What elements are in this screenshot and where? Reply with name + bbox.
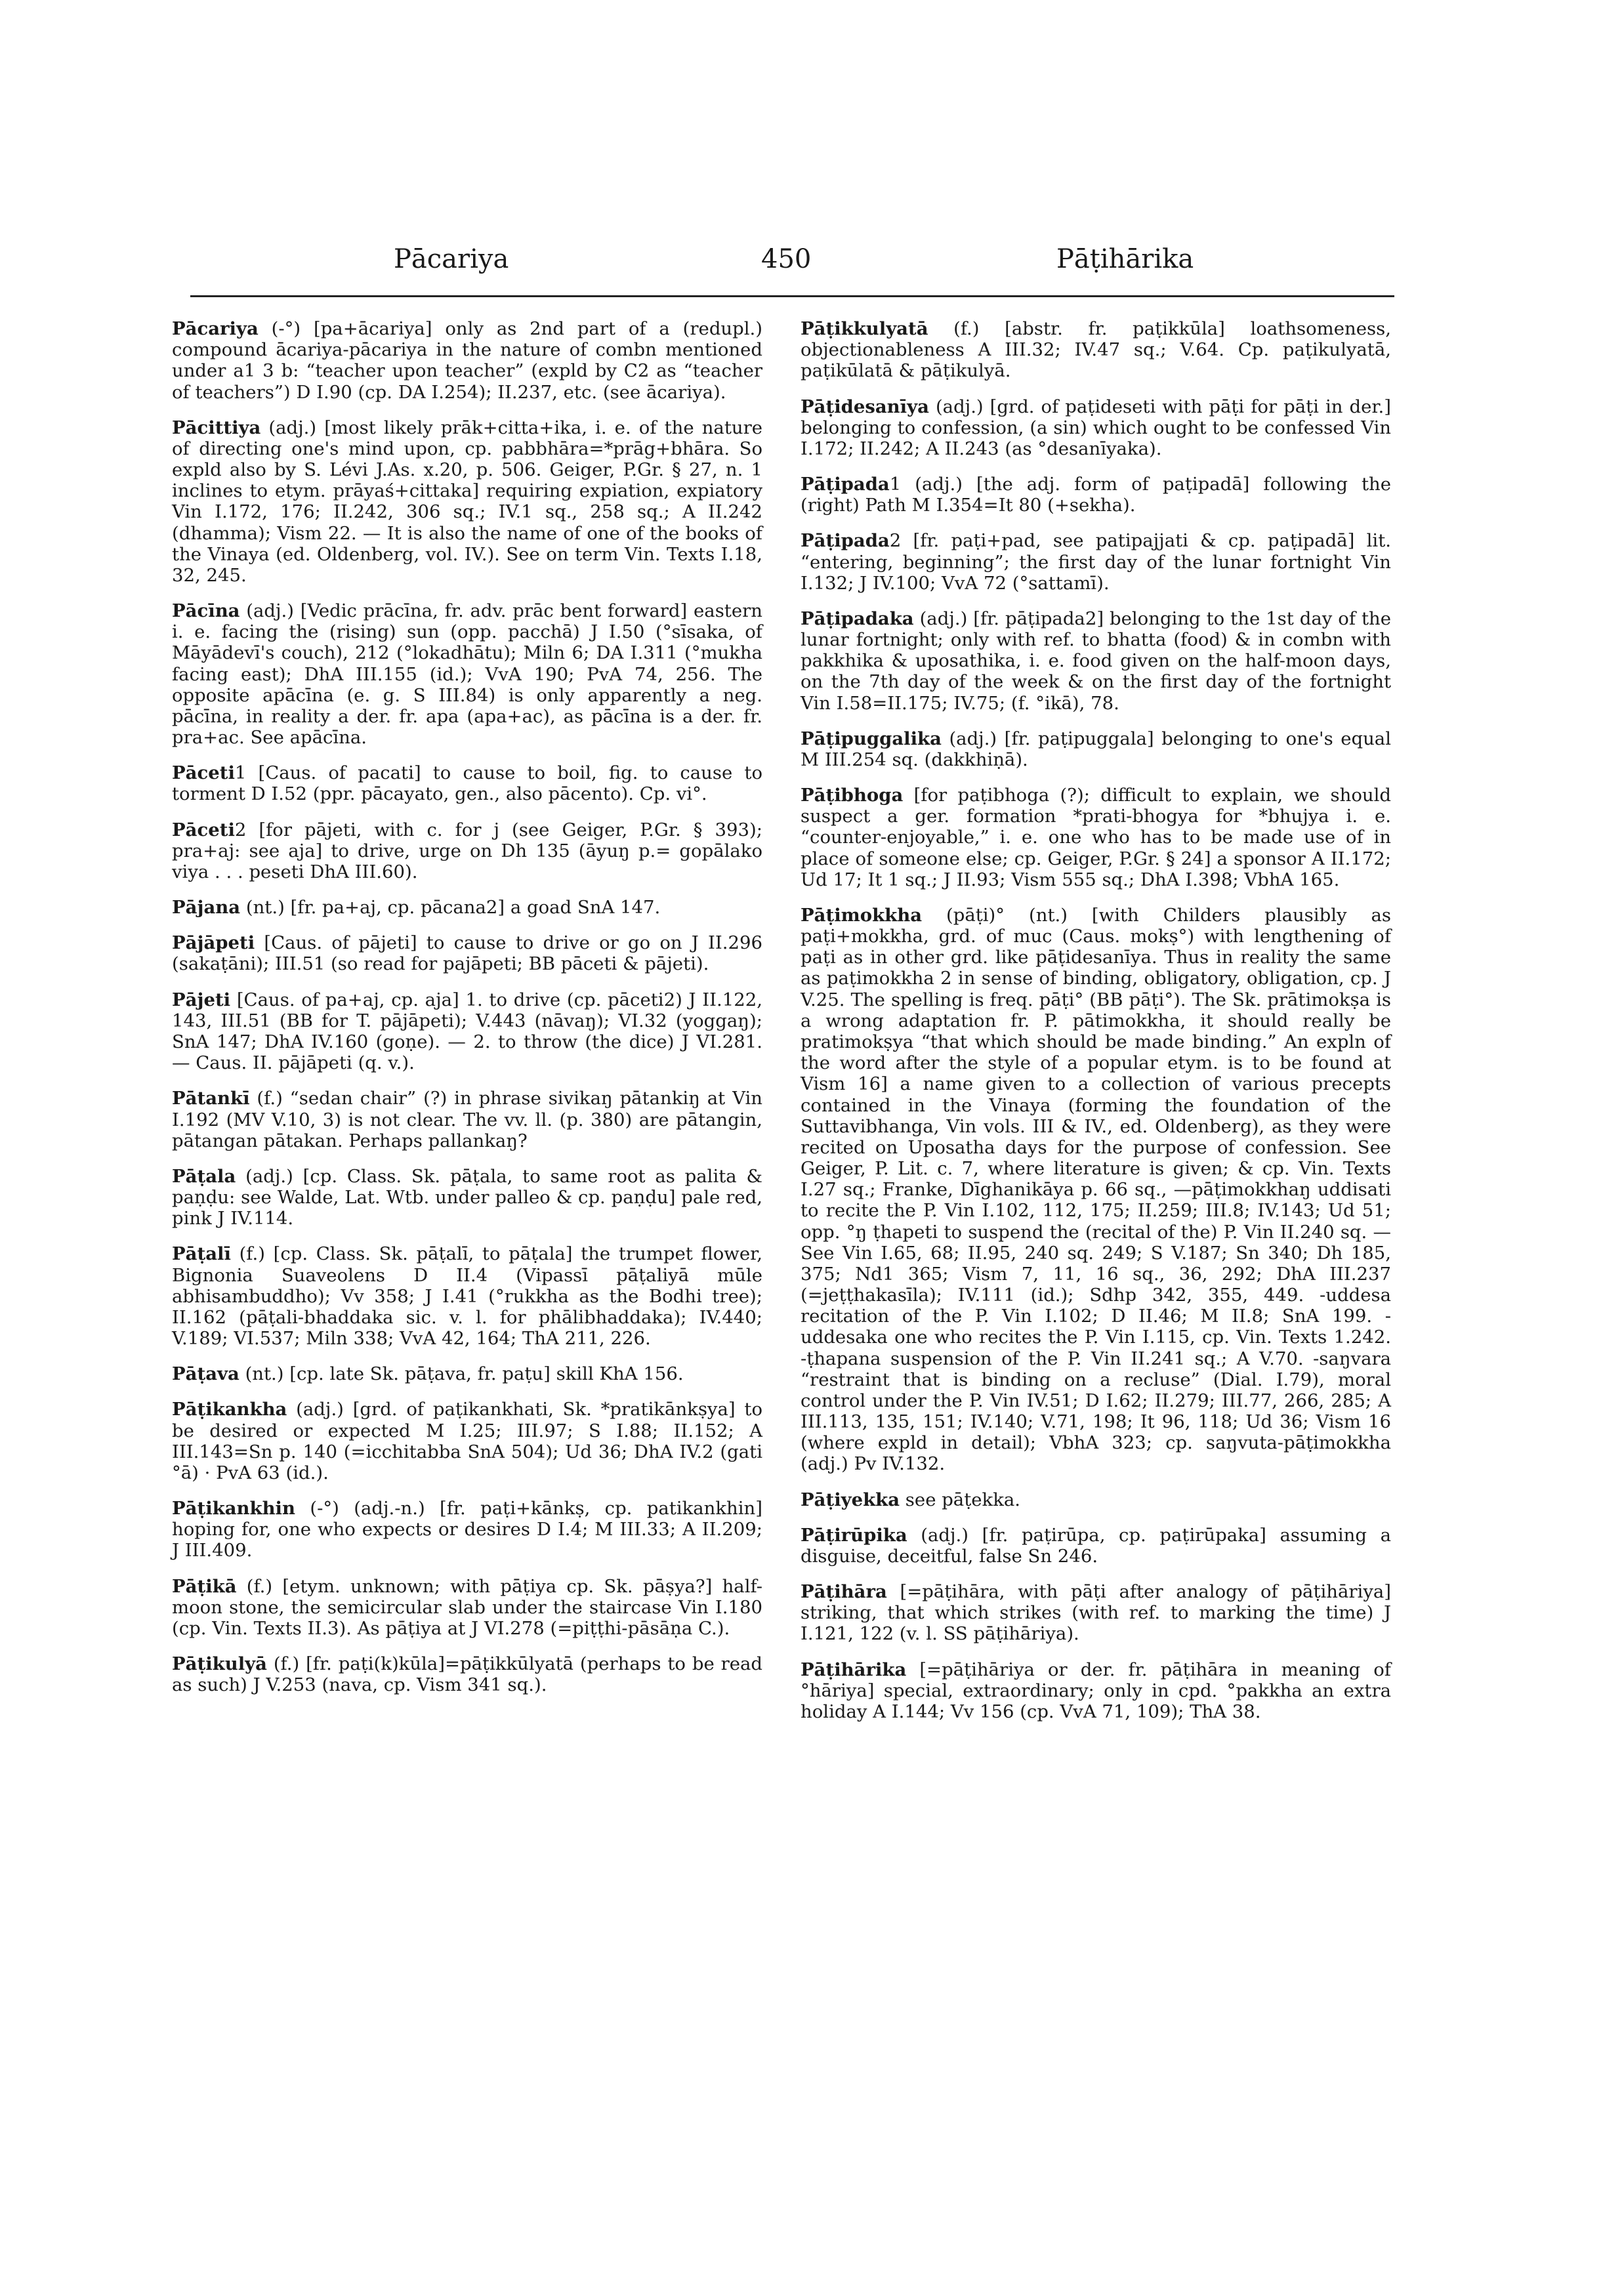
dictionary-entry [801,785,1391,890]
entry-headword: Pācariya [172,318,259,339]
entry-definition: (f.) [cp. Class. Sk. pāṭalī, to pāṭala] the trumpet flower, Bignonia Suaveolens D II.4 (Vipassī pāṭaliyā mūle abhisambuddho); Vv 358; J I.41 (°rukkha as the Bodhi tree); II.162 (pāṭali-bhaddaka sic. v. l. for phālibhaddaka); IV.440; V.189; VI.537; Miln 338; VvA 42, 164; ThA 211, 226. [172,1243,762,1350]
entry-headword: Pāṭikulyā [172,1653,267,1675]
dictionary-entry [172,600,762,748]
dictionary-entry [801,1525,1391,1567]
entry-headword: Pāceti [172,819,235,840]
dictionary-entry [172,1399,762,1483]
entry-headword: Pācittiya [172,417,261,438]
entry-headword: Pāṭalī [172,1243,231,1265]
entry-definition: (pāṭi)° (nt.) [with Childers plausibly as paṭi+mokkha, grd. of muc (Caus. mokṣ°) with lengthening of paṭi as in other grd. like pāṭidesanīya. Thus in reality the same as paṭimokkha 2 in sense of binding, obligatory, obligation, cp. J V.25. The spelling is freq. pāṭi° (BB pāṭi°). The Sk. prātimokṣa is a wrong adaptation fr. P. pātimokkha, it should really be pratimokṣya “that which should be made binding.” An expln of the word after the style of a popular etym. is to be found at Vism 16] a name given to a collection of various precepts contained in the Vinaya (forming the foundation of the Suttavibhanga, Vin vols. III & IV., ed. Oldenberg), as they were recited on Uposatha days for the purpose of confession. See Geiger, P. Lit. c. 7, where literature is given; & cp. Vin. Texts I.27 sq.; Franke, Dīghanikāya p. 66 sq., —pāṭimokkhaŋ uddisati to recite the P. Vin I.102, 112, 175; II.259; III.8; IV.143; Ud 51; opp. °ŋ ṭhapeti to suspend the (recital of the) P. Vin II.240 sq. — See Vin I.65, 68; II.95, 240 sq. 249; S V.187; Sn 340; Dh 185, 375; Nd1 365; Vism 7, 11, 16 sq., 36, 292; DhA III.237 (=jeṭṭhakasīla); IV.111 (id.); Sdhp 342, 355, 449. -uddesa recitation of the P. Vin I.102; D II.46; M II.8; SnA 199. -uddesaka one who recites the P. Vin I.115, cp. Vin. Texts 1.242. -ṭhapana suspension of the P. Vin II.241 sq.; A V.70. -saŋvara “restraint that is binding on a recluse” (Dial. I.79), moral control under the P. Vin IV.51; D I.62; II.279; III.77, 266, 285; A III.113, 135, 151; IV.140; V.71, 198; It 96, 118; Ud 36; Vism 16 (where expld in detail); VbhA 323; cp. saŋvuta-pāṭimokkha (adj.) Pv IV.132. [801,904,1391,1475]
entry-headword: Pācīna [172,600,240,622]
entry-headword: Pājana [172,897,241,919]
dictionary-entry [801,1659,1391,1723]
entry-definition: [Caus. of pa+aj, cp. aja] 1. to drive (cp. pāceti2) J II.122, 143, III.51 (BB for T. pājāpeti); V.443 (nāvaŋ); VI.32 (yoggaŋ); SnA 147; DhA IV.160 (goṇe). — 2. to throw (the dice) J VI.281. — Caus. II. pājāpeti (q. v.). [172,989,762,1074]
entry-headword: Pāṭikankhin [172,1498,296,1520]
entry-headword: Pāṭiyekka [801,1489,900,1510]
running-head-left: Pācariya [394,244,509,274]
dictionary-entry [172,417,762,586]
entry-definition: [for paṭibhoga (?); difficult to explain, we should suspect a ger. formation *prati-bhogya for *bhujya i. e. “counter-enjoyable,” i. e. one who has to be made use of in place of someone else; cp. Geiger, P.Gr. § 24] a sponsor A II.172; Ud 17; It 1 sq.; J II.93; Vism 555 sq.; DhA I.398; VbhA 165. [801,785,1391,890]
entry-headword: Pāṭibhoga [801,785,904,806]
dictionary-entry [801,1581,1391,1645]
dictionary-entry [172,897,762,918]
entry-headword: Pāceti [172,762,235,784]
entry-definition: (-°) (adj.-n.) [fr. paṭi+kānkṣ, cp. patikankhin] hoping for, one who expects or desires D I.4; M III.33; A II.209; J III.409. [172,1498,762,1561]
entry-headword: Pāṭipada [801,530,890,552]
entry-definition: 1 [Caus. of pacati] to cause to boil, fig. to cause to torment D I.52 (ppr. pācayato, gen., also pācento). Cp. vi°. [172,762,762,805]
running-head-right: Pāṭihārika [1056,244,1194,274]
entry-definition: (adj.) [grd. of paṭideseti with pāṭi for pāṭi in der.] belonging to confession, (a sin) which ought to be confessed Vin I.172; II.242; A II.243 (as °desanīyaka). [801,396,1391,459]
entry-headword: Pāṭipada [801,474,890,495]
entry-headword: Pāṭikankha [172,1399,287,1420]
entry-headword: Pājeti [172,989,231,1010]
entry-definition: [=pāṭihāra, with pāṭi after analogy of pāṭihāriya] striking, that which strikes (with ref. to marking the time) J I.121, 122 (v. l. SS pāṭihāriya). [801,1581,1391,1645]
entry-definition: (f.) [fr. paṭi(k)kūla]=pāṭikkūlyatā (perhaps to be read as such) J V.253 (nava, cp. Vism 341 sq.). [172,1653,762,1696]
dictionary-entry [801,608,1391,714]
dictionary-entry [172,1498,762,1561]
dictionary-entry [172,762,762,804]
entry-definition: 1 (adj.) [the adj. form of paṭipadā] following the (right) Path M I.354=It 80 (+sekha). [801,474,1391,516]
page-number: 450 [761,244,812,274]
dictionary-entry [172,318,762,403]
entry-headword: Pājāpeti [172,932,255,954]
dictionary-entry [172,1363,762,1384]
dictionary-entry [172,819,762,883]
entry-definition: 2 [fr. paṭi+pad, see patipajjati & cp. paṭipadā] lit. “entering, beginning”; the first day of the lunar fortnight Vin I.132; J IV.100; VvA 72 (°sattamī). [801,530,1391,594]
entry-definition: (adj.) [fr. paṭipuggala] belonging to one's equal M III.254 sq. (dakkhiṇā). [801,728,1391,770]
entry-definition: (adj.) [cp. Class. Sk. pāṭala, to same root as palita & paṇḍu: see Walde, Lat. Wtb. under palleo & cp. paṇḍu] pale red, pink J IV.114. [172,1165,762,1230]
entry-definition: (-°) [pa+ācariya] only as 2nd part of a (redupl.) compound ācariya-pācariya in the nature of combn mentioned under a1 3 b: “teacher upon teacher” (expld by C2 as “teacher of teachers”) D I.90 (cp. DA I.254); II.237, etc. (see ācariya). [172,318,762,403]
header-rule [190,295,1394,297]
dictionary-entry [172,1166,762,1230]
dictionary-entry [801,905,1391,1475]
entry-headword: Pāṭidesanīya [801,396,929,417]
dictionary-entry [801,318,1391,382]
right-column [801,318,1391,1737]
dictionary-entry [172,1576,762,1640]
entry-definition: [=pāṭihāriya or der. fr. pāṭihāra in meaning of °hāriya] special, extraordinary; only in cpd. °pakkha an extra holiday A I.144; Vv 156 (cp. VvA 71, 109); ThA 38. [801,1659,1391,1722]
entry-definition: (f.) “sedan chair” (?) in phrase sivikaŋ pātankiŋ at Vin I.192 (MV V.10, 3) is not clear. The vv. ll. (p. 380) are pātangin, pātangan pātakan. Perhaps pallankaŋ? [172,1088,762,1151]
entry-headword: Pāṭihārika [801,1659,907,1680]
entry-definition: (f.) [etym. unknown; with pāṭiya cp. Sk. pāṣya?] half-moon stone, the semicircular slab under the staircase Vin I.180 (cp. Vin. Texts II.3). As pāṭiya at J VI.278 (=piṭṭhi-pāsāṇa C.). [172,1575,762,1639]
dictionary-entry [801,728,1391,770]
entry-definition: (adj.) [Vedic prācīna, fr. adv. prāc bent forward] eastern i. e. facing the (rising) sun (opp. pacchā) J I.50 (°sīsaka, of Māyādevī's couch), 212 (°lokadhātu); Miln 6; DA I.311 (°mukha facing east); DhA III.155 (id.); VvA 190; PvA 74, 256. The opposite apācīna (e. g. S III.84) is only apparently a neg. pācīna, in reality a der. fr. apa (apa+ac), as pācīna is a der. fr. pra+ac. See apācīna. [172,600,762,749]
entry-headword: Pāṭihāra [801,1581,887,1603]
left-column [172,318,762,1710]
entry-headword: Pāṭipuggalika [801,728,942,749]
entry-headword: Pāṭipadaka [801,608,914,629]
entry-headword: Pāṭikkulyatā [801,318,928,339]
entry-headword: Pāṭava [172,1363,239,1385]
dictionary-entry [172,1653,762,1695]
entry-headword: Pāṭikā [172,1575,237,1597]
dictionary-entry [801,396,1391,460]
dictionary-entry [801,530,1391,594]
entry-definition: (nt.) [cp. late Sk. pāṭava, fr. paṭu] skill KhA 156. [239,1363,684,1385]
entry-headword: Pāṭirūpika [801,1524,907,1546]
dictionary-entry [801,474,1391,516]
entry-headword: Pātankī [172,1088,250,1109]
page-header [394,244,1391,297]
entry-definition: (adj.) [fr. paṭirūpa, cp. paṭirūpaka] assuming a disguise, deceitful, false Sn 246. [801,1524,1391,1567]
entry-definition: (adj.) [grd. of paṭikankhati, Sk. *pratikānkṣya] to be desired or expected M I.25; III.97; S I.88; II.152; A III.143=Sn p. 140 (=icchitabba SnA 504); Ud 36; DhA IV.2 (gati °ā) · PvA 63 (id.). [172,1399,762,1483]
entry-headword: Pāṭala [172,1165,236,1187]
entry-definition: (adj.) [fr. pāṭipada2] belonging to the 1st day of the lunar fortnight; only with ref. to bhatta (food) & in combn with pakkhika & uposathika, i. e. food given on the half-moon days, on the 7th day of the week & on the first day of the fortnight Vin I.58=II.175; IV.75; (f. °ikā), 78. [801,608,1391,714]
entry-definition: 2 [for pājeti, with c. for j (see Geiger, P.Gr. § 393); pra+aj: see aja] to drive, urge on Dh 135 (āyuŋ p.= gopālako viya . . . peseti DhA III.60). [172,819,762,882]
entry-definition: (nt.) [fr. pa+aj, cp. pācana2] a goad SnA 147. [240,897,661,919]
dictionary-entry [172,1088,762,1151]
entry-definition: see pāṭekka. [900,1489,1020,1510]
dictionary-entry [801,1489,1391,1510]
entry-headword: Pāṭimokkha [801,904,923,926]
dictionary-entry [172,932,762,974]
dictionary-entry [172,989,762,1074]
entry-definition: [Caus. of pājeti] to cause to drive or go on J II.296 (sakaṭāni); III.51 (so read for pajāpeti; BB pāceti & pājeti). [172,932,762,975]
entry-definition: (f.) [abstr. fr. paṭikkūla] loathsomeness, objectionableness A III.32; IV.47 sq.; V.64. Cp. paṭikulyatā, paṭikūlatā & pāṭikulyā. [801,318,1391,382]
dictionary-entry [172,1243,762,1349]
entry-definition: (adj.) [most likely prāk+citta+ika, i. e. of the nature of directing one's mind upon, cp. pabbhāra=*prāg+bhāra. So expld also by S. Lévi J.As. x.20, p. 506. Geiger, P.Gr. § 27, n. 1 inclines to etym. prāyaś+cittaka] requiring expiation, expiatory Vin I.172, 176; II.242, 306 sq.; IV.1 sq., 258 sq.; A II.242 (dhamma); Vism 22. — It is also the name of one of the books of the Vinaya (ed. Oldenberg, vol. IV.). See on term Vin. Texts I.18, 32, 245. [172,417,762,586]
